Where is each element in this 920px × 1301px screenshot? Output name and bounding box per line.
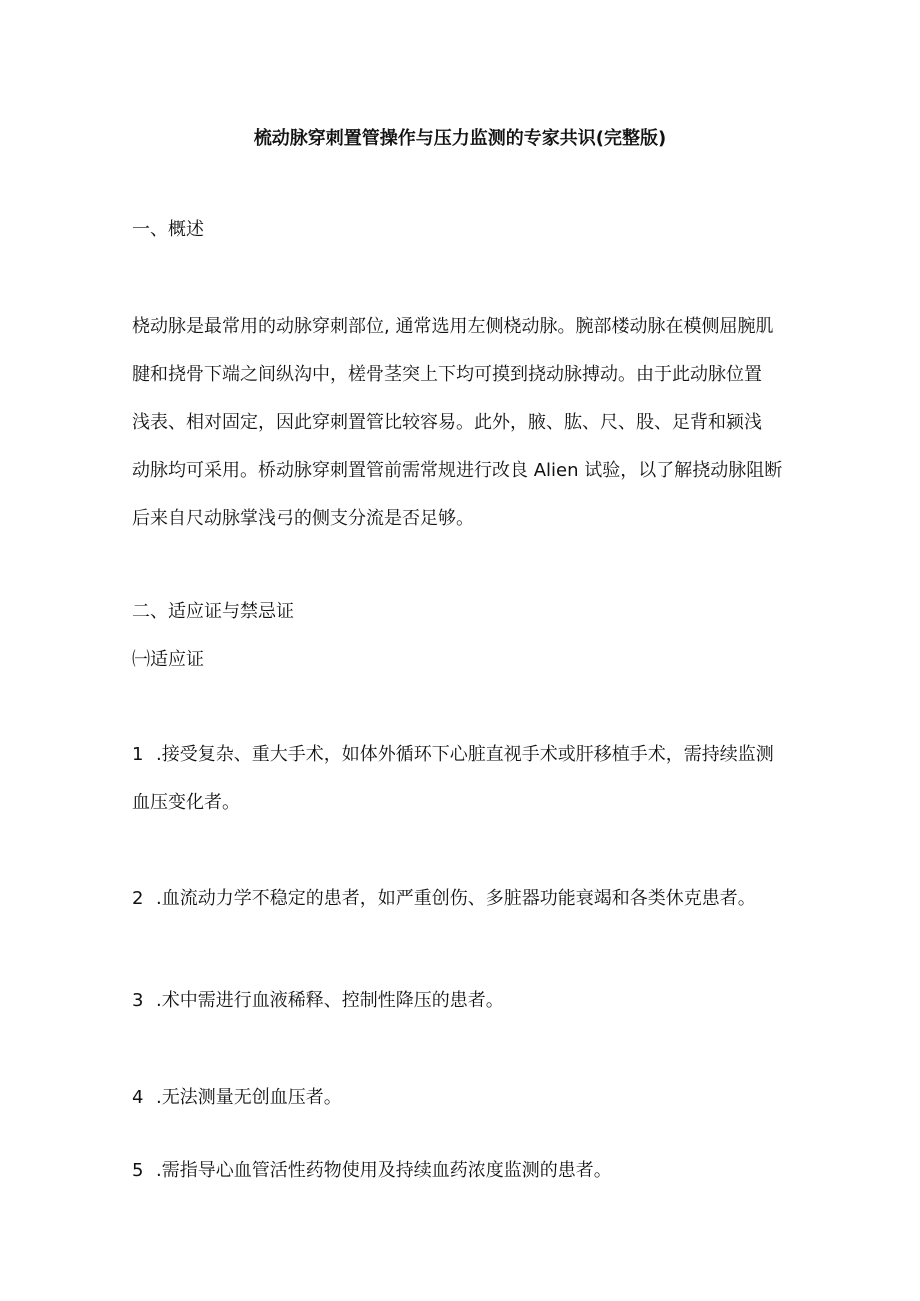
list-item-number: 2 — [132, 888, 144, 909]
list-item-text: .术中需进行血液稀释、控制性降压的患者。 — [156, 990, 504, 1011]
list-item-number: 3 — [132, 990, 144, 1011]
section-heading-indications: 二、适应证与禁忌证 — [132, 601, 294, 622]
list-item — [132, 977, 792, 1025]
overview-paragraph — [132, 303, 792, 543]
list-item-text: .接受复杂、重大手术，如体外循环下心脏直视手术或肝移植手术，需持续监测 — [156, 744, 774, 765]
list-item-number: 5 — [132, 1160, 144, 1181]
list-item — [132, 1147, 792, 1195]
paragraph-line: 后来自尺动脉掌浅弓的侧支分流是否足够。 — [132, 508, 474, 529]
list-item-number: 1 — [132, 744, 144, 765]
section-heading-overview: 一、概述 — [132, 219, 204, 240]
paragraph-line: 浅表、相对固定，因此穿刺置管比较容易。此外，腋、肱、尺、股、足背和颍浅 — [132, 412, 762, 433]
paragraph-line: 桡动脉是最常用的动脉穿刺部位, 通常选用左侧桡动脉。腕部楼动脉在模侧屈腕肌 — [132, 316, 774, 337]
list-item-text: .血流动力学不稳定的患者，如严重创伤、多脏器功能衰竭和各类休克患者。 — [156, 888, 756, 909]
paragraph-line: 动脉均可采用。桥动脉穿刺置管前需常规进行改良 Alien 试验，以了解挠动脉阻断 — [132, 460, 783, 481]
list-item — [132, 1074, 792, 1122]
subheading-indications: ㈠适应证 — [132, 649, 204, 670]
list-item — [132, 875, 792, 923]
paragraph-line: 腱和挠骨下端之间纵沟中，槎骨茎突上下均可摸到挠动脉搏动。由于此动脉位置 — [132, 364, 762, 385]
document-title: 梳动脉穿刺置管操作与压力监测的专家共识(完整版) — [253, 128, 667, 149]
list-item-text: 血压变化者。 — [132, 792, 240, 813]
list-item — [132, 731, 792, 827]
list-item-text: .需指导心血管活性药物使用及持续血药浓度监测的患者。 — [156, 1160, 612, 1181]
list-item-number: 4 — [132, 1087, 144, 1108]
list-item-text: .无法测量无创血压者。 — [156, 1087, 342, 1108]
